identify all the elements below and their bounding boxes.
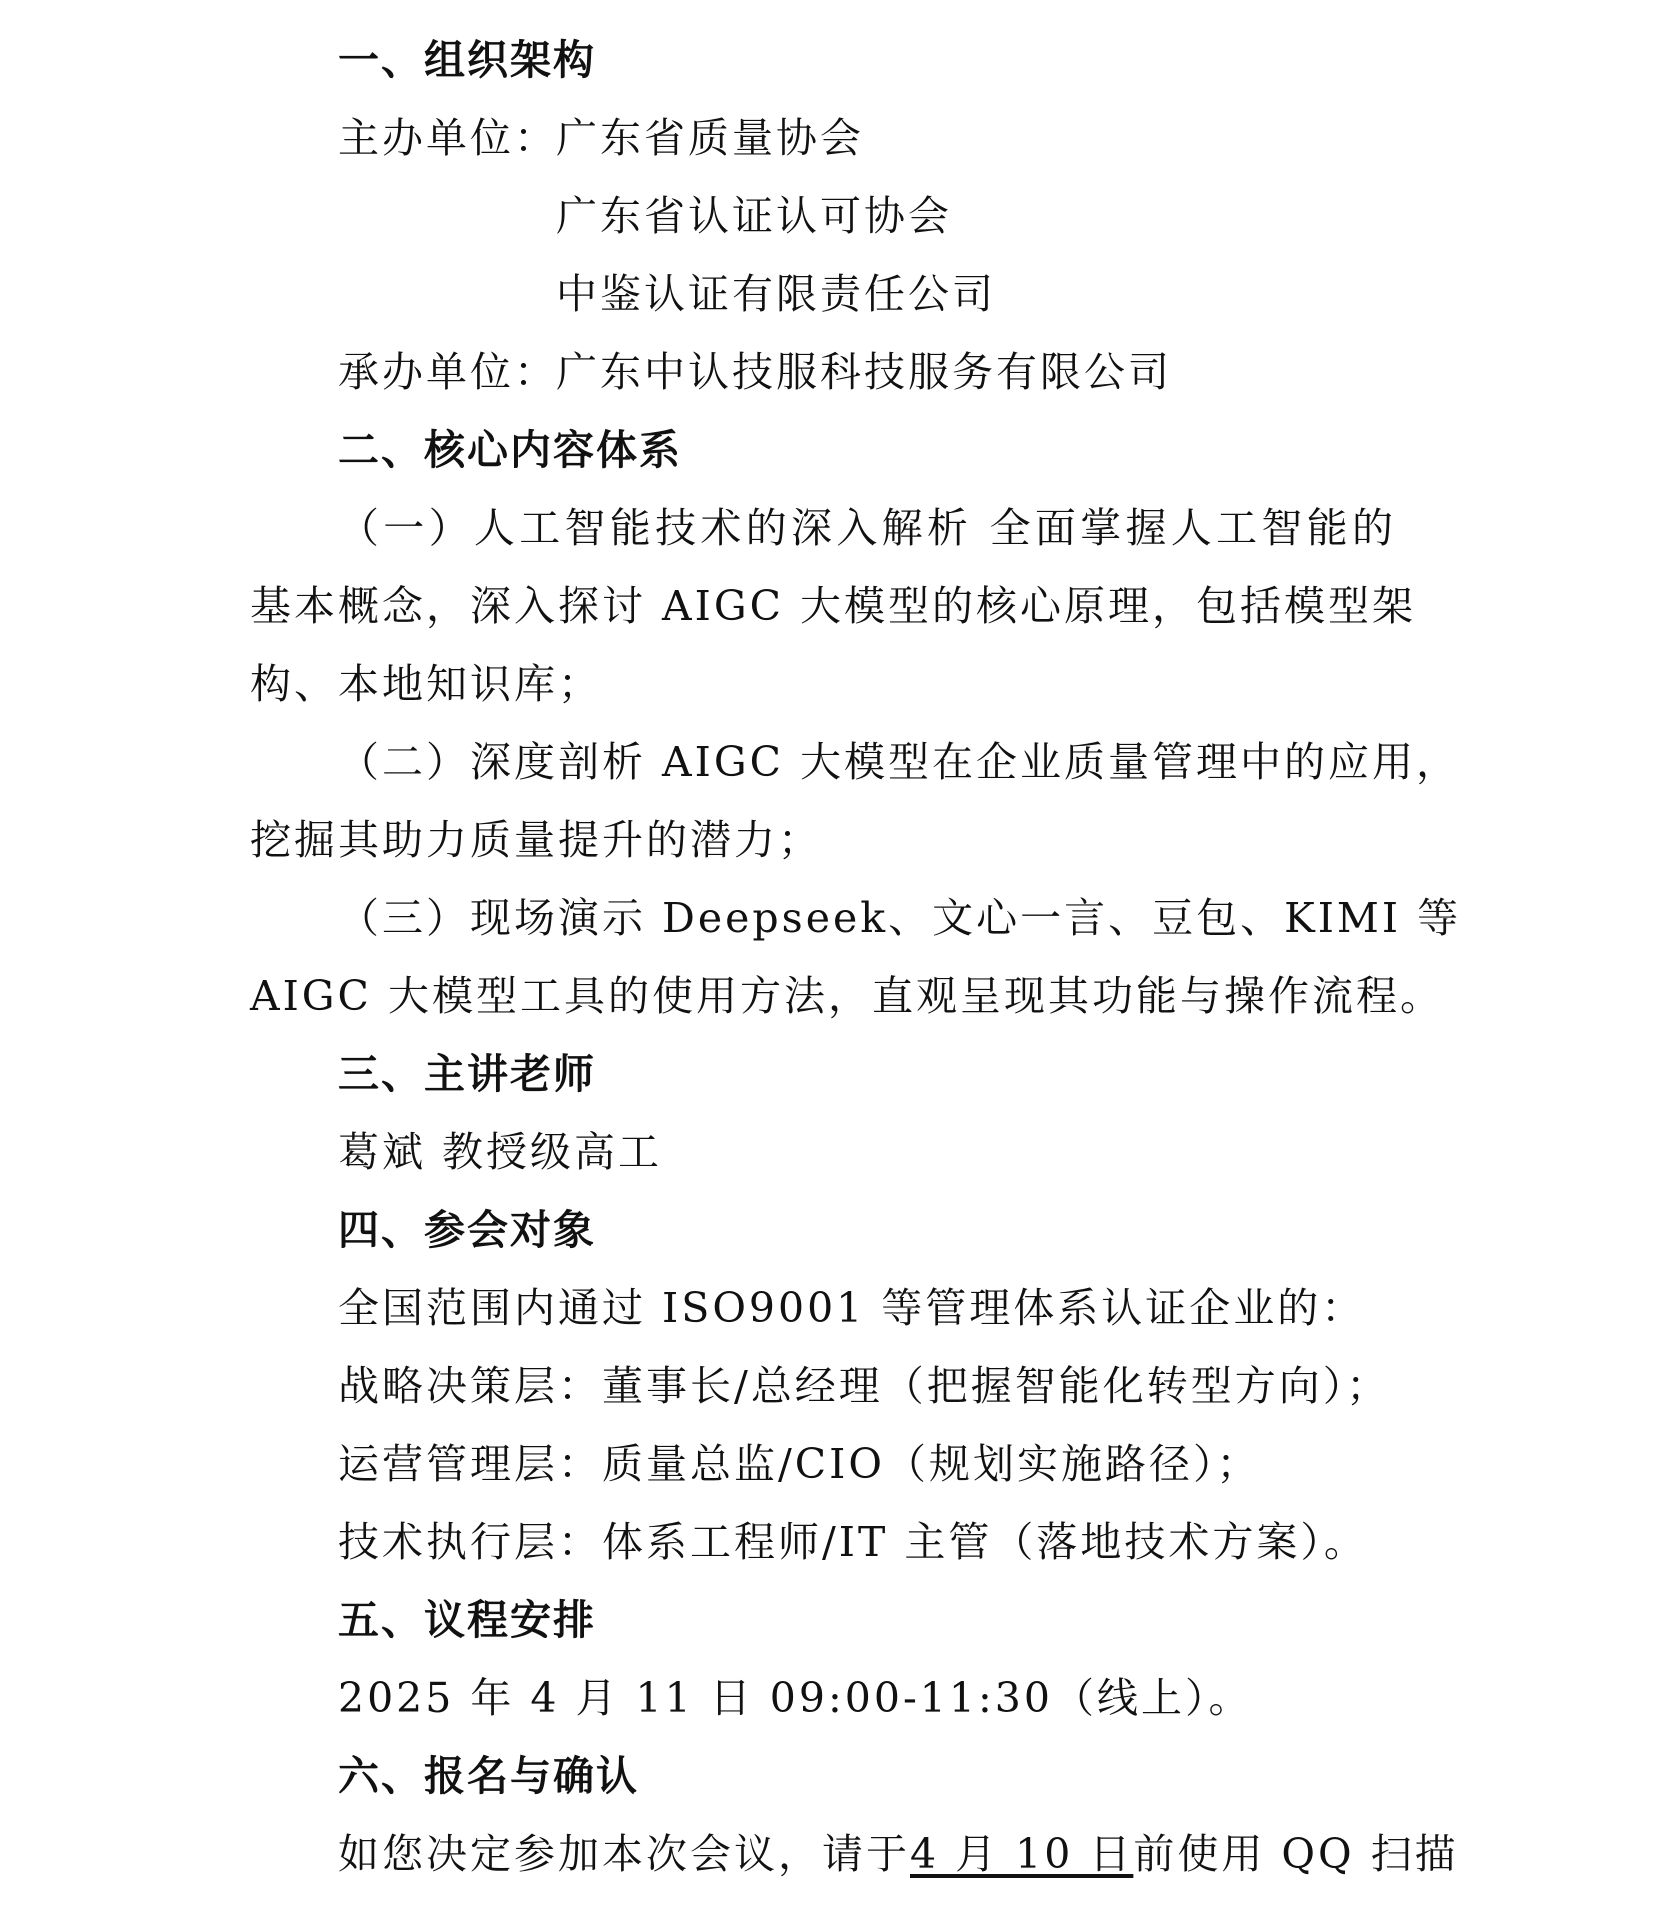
section-heading-agenda: 五、议程安排 (338, 1596, 596, 1644)
audience-intro: 全国范围内通过 ISO9001 等管理体系认证企业的： (338, 1284, 1366, 1332)
organizer-name: 广东中认技服科技服务有限公司 (556, 348, 1172, 396)
section-heading-speaker: 三、主讲老师 (338, 1050, 596, 1098)
registration-text-pre: 如您决定参加本次会议，请于 (338, 1830, 910, 1878)
content-item-2-line-1: （二）深度剖析 AIGC 大模型在企业质量管理中的应用， (338, 738, 1460, 786)
section-heading-registration: 六、报名与确认 (338, 1752, 639, 1800)
speaker-name: 葛斌 教授级高工 (338, 1128, 663, 1176)
audience-level-technical: 技术执行层：体系工程师/IT 主管（落地技术方案）。 (338, 1518, 1368, 1566)
registration-line (338, 1824, 1459, 1884)
registration-text-post: 前使用 QQ 扫描 (1133, 1830, 1459, 1878)
content-item-3-line-2: AIGC 大模型工具的使用方法，直观呈现其功能与操作流程。 (250, 972, 1444, 1020)
content-item-1-line-1: （一）人工智能技术的深入解析 全面掌握人工智能的 (338, 504, 1396, 552)
host-1: 广东省质量协会 (556, 114, 864, 162)
host-3: 中鉴认证有限责任公司 (556, 270, 996, 318)
section-heading-content: 二、核心内容体系 (338, 426, 682, 474)
registration-deadline: 4 月 10 日 (910, 1830, 1134, 1878)
content-item-1-line-2: 基本概念，深入探讨 AIGC 大模型的核心原理，包括模型架 (250, 582, 1416, 630)
content-item-3-line-1: （三）现场演示 Deepseek、文心一言、豆包、KIMI 等 (338, 894, 1462, 942)
audience-level-strategy: 战略决策层：董事长/总经理（把握智能化转型方向）； (338, 1362, 1391, 1410)
content-item-2-line-2: 挖掘其助力质量提升的潜力； (250, 816, 822, 864)
audience-level-operations: 运营管理层：质量总监/CIO（规划实施路径）； (338, 1440, 1261, 1488)
section-heading-audience: 四、参会对象 (338, 1206, 596, 1254)
host-label: 主办单位： (338, 114, 558, 162)
content-item-1-line-3: 构、本地知识库； (250, 660, 602, 708)
section-heading-organization: 一、组织架构 (338, 36, 596, 84)
organizer-label: 承办单位： (338, 348, 558, 396)
host-2: 广东省认证认可协会 (556, 192, 952, 240)
agenda-schedule: 2025 年 4 月 11 日 09:00-11:30（线上）。 (338, 1674, 1253, 1722)
